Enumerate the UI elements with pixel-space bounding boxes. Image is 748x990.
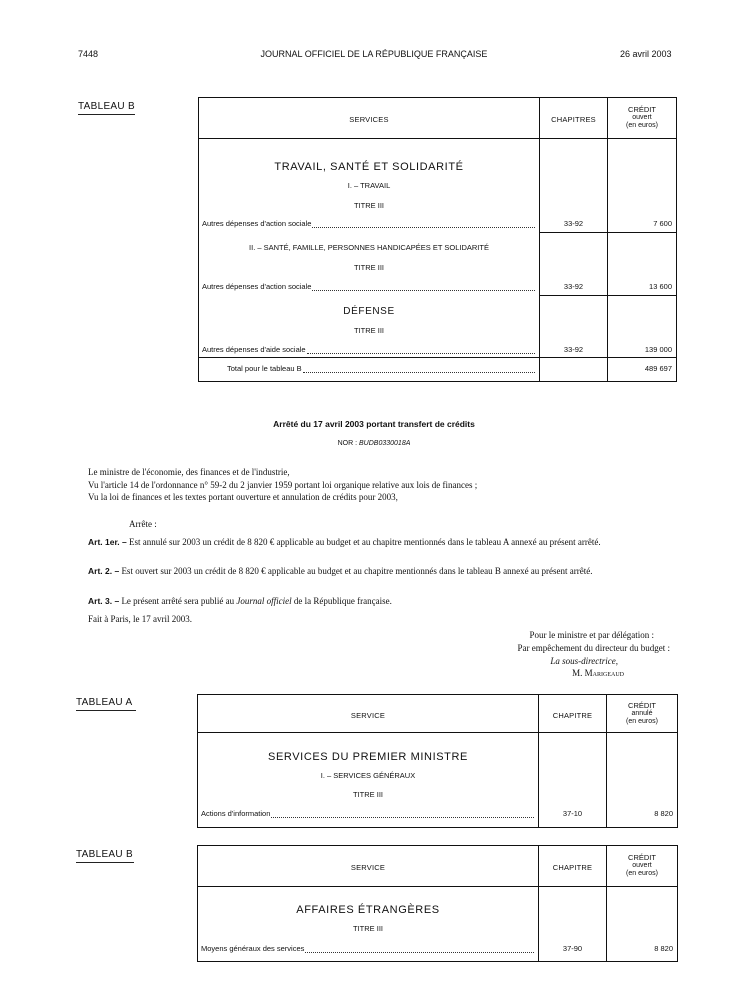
table1-credit-column: [608, 139, 677, 382]
table2: [197, 694, 678, 828]
section-subtitle: I. – SERVICES GÉNÉRAUX: [320, 771, 416, 780]
journal-title: JOURNAL OFFICIEL DE LA RÉPUBLIQUE FRANÇAISE: [260, 49, 488, 59]
arrete-title: Arrêté du 17 avril 2003 portant transfert de crédits: [273, 419, 475, 429]
table2-label: TABLEAU A: [76, 697, 136, 708]
section-title: SERVICES DU PREMIER MINISTRE: [268, 751, 468, 763]
article-2: Art. 2. – Est ouvert sur 2003 un crédit de 8 820 € applicable au budget et au chapitre mentionnés dans le tableau B annexé au présent arrêté.: [88, 566, 593, 576]
table2-service-column: [198, 733, 539, 828]
table3-chapitre-column: [539, 887, 607, 962]
table1-col-services: SERVICES: [199, 98, 540, 139]
signature-line-3: La sous-directrice,: [550, 656, 618, 666]
credit-value: 7 600: [653, 219, 672, 228]
credit-value: 13 600: [649, 282, 672, 291]
credit-value: 139 000: [644, 345, 672, 354]
table1-col-chapitres: CHAPITRES: [540, 98, 608, 139]
para-minister: Le ministre de l'économie, des finances et de l'industrie,: [88, 467, 290, 477]
signature-line-2: Par empêchement du directeur du budget :: [517, 643, 670, 653]
table3-col-service: SERVICE: [198, 846, 539, 887]
chapitre-value: 33-92: [563, 219, 584, 228]
table2-col-service: SERVICE: [198, 695, 539, 733]
total-credit-value: 489 697: [644, 364, 672, 373]
table1-chapitres-column: [540, 139, 608, 382]
section-title: TRAVAIL, SANTÉ ET SOLIDARITÉ: [274, 161, 464, 173]
table2-chapitre-column: [539, 733, 607, 828]
chapitre-value: 33-92: [563, 345, 584, 354]
table3-col-credit: CRÉDIT ouvert (en euros): [607, 846, 678, 887]
table3: [197, 845, 678, 962]
table3-col-chapitre: CHAPITRE: [539, 846, 607, 887]
row-separator: [608, 295, 676, 296]
table3-credit-column: [607, 887, 678, 962]
titre-heading: TITRE III: [353, 790, 383, 799]
section-subtitle: I. – TRAVAIL: [347, 181, 391, 190]
chapitre-value: 33-92: [563, 282, 584, 291]
chapitre-value: 37-10: [562, 809, 583, 818]
page-number: 7448: [78, 49, 99, 59]
article-3: Art. 3. – Le présent arrêté sera publié au Journal officiel de la République française.: [88, 596, 392, 606]
row-separator: [540, 232, 607, 233]
table2-col-credit: CRÉDIT annulé (en euros): [607, 695, 678, 733]
fait-a-paris: Fait à Paris, le 17 avril 2003.: [88, 614, 192, 624]
row-separator: [540, 357, 607, 358]
section-subtitle: II. – SANTÉ, FAMILLE, PERSONNES HANDICAPÉES ET SOLIDARITÉ: [249, 243, 489, 252]
para-vu-2: Vu la loi de finances et les textes portant ouverture et annulation de crédits pour 2003,: [88, 492, 398, 502]
total-row: Total pour le tableau B: [224, 364, 539, 373]
table-row: Actions d'information: [198, 809, 538, 818]
table-row: Autres dépenses d'aide sociale: [199, 345, 539, 354]
issue-date: 26 avril 2003: [620, 49, 672, 59]
signature-line-1: Pour le ministre et par délégation :: [529, 630, 654, 640]
titre-heading: TITRE III: [354, 326, 384, 335]
titre-heading: TITRE III: [354, 201, 384, 210]
table2-credit-column: [607, 733, 678, 828]
table-row: Autres dépenses d'action sociale: [199, 282, 539, 291]
table1: [198, 97, 677, 382]
titre-heading: TITRE III: [354, 263, 384, 272]
table3-service-column: [198, 887, 539, 962]
row-separator: [608, 357, 676, 358]
row-separator: [540, 295, 607, 296]
titre-heading: TITRE III: [353, 924, 383, 933]
table-row: Autres dépenses d'action sociale: [199, 219, 539, 228]
chapitre-value: 37-90: [562, 944, 583, 953]
article-1: Art. 1er. – Est annulé sur 2003 un crédit de 8 820 € applicable au budget et au chapitre mentionnés dans le tableau A annexé au présent arrêté.: [88, 537, 601, 547]
total-separator: [199, 357, 539, 358]
arrete-word: Arrête :: [129, 519, 157, 529]
signature-name: M. Marigeaud: [572, 668, 624, 678]
section-title: AFFAIRES ÉTRANGÈRES: [296, 904, 440, 916]
credit-value: 8 820: [654, 944, 673, 953]
section-title: DÉFENSE: [343, 306, 395, 317]
credit-value: 8 820: [654, 809, 673, 818]
table-row: Moyens généraux des services: [198, 944, 538, 953]
table1-label: TABLEAU B: [78, 101, 135, 112]
table2-col-chapitre: CHAPITRE: [539, 695, 607, 733]
table1-services-column: [199, 139, 540, 382]
table3-label: TABLEAU B: [76, 849, 134, 860]
nor-reference: NOR : BUDB0330018A: [337, 440, 411, 447]
row-separator: [608, 232, 676, 233]
para-vu-1: Vu l'article 14 de l'ordonnance n° 59-2 du 2 janvier 1959 portant loi organique relative aux lois de finances ;: [88, 480, 478, 490]
table1-col-credit: CRÉDIT ouvert (en euros): [608, 98, 677, 139]
